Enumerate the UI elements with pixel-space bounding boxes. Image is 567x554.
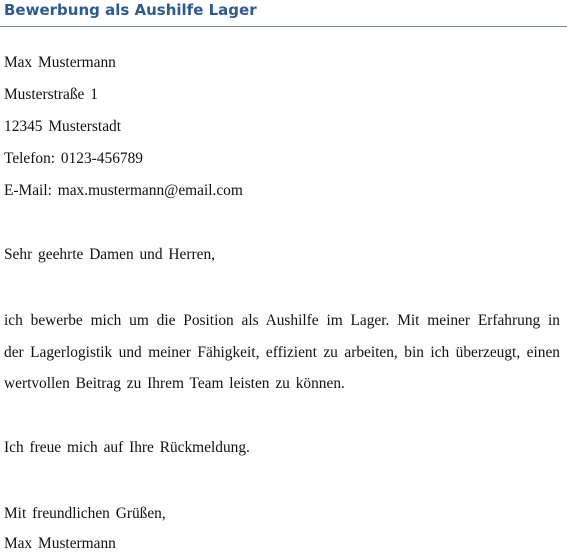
title-divider (0, 26, 567, 27)
sender-city: 12345 Musterstadt (4, 118, 121, 135)
document-title: Bewerbung als Aushilfe Lager (4, 1, 257, 19)
signature: Max Mustermann (4, 535, 116, 552)
closing: Mit freundlichen Grüßen, (4, 505, 166, 522)
body-line: ich bewerbe mich um die Position als Aushilfe im Lager. Mit meiner Erfahrung in (4, 312, 560, 329)
salutation: Sehr geehrte Damen und Herren, (4, 246, 215, 263)
sender-email: E-Mail: max.mustermann@email.com (4, 182, 243, 199)
closing-sentence: Ich freue mich auf Ihre Rückmeldung. (4, 439, 250, 456)
body-line: der Lagerlogistik und meiner Fähigkeit, effizient zu arbeiten, bin ich überzeugt, einen (4, 344, 560, 361)
sender-street: Musterstraße 1 (4, 86, 98, 103)
sender-name: Max Mustermann (4, 54, 116, 71)
sender-phone: Telefon: 0123-456789 (4, 150, 143, 167)
body-line: wertvollen Beitrag zu Ihrem Team leisten zu können. (4, 375, 345, 392)
